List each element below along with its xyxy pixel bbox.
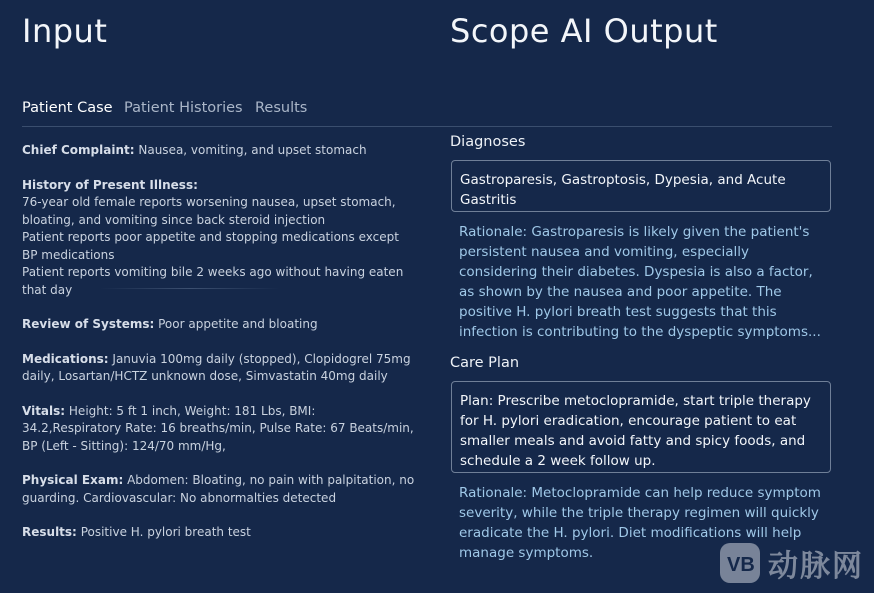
diagnoses-box: Gastroparesis, Gastroptosis, Dypesia, and Acute Gastritis bbox=[451, 160, 831, 212]
patient-case-panel bbox=[22, 142, 417, 559]
chief-complaint-label: Chief Complaint: bbox=[22, 143, 135, 157]
watermark-text: 动脉网 bbox=[768, 549, 864, 584]
vb-logo-icon bbox=[720, 543, 760, 583]
care-plan-label: Care Plan bbox=[450, 355, 520, 371]
diagnoses-label: Diagnoses bbox=[450, 134, 526, 150]
hpi-label: History of Present Illness: bbox=[22, 177, 198, 192]
case-tabs bbox=[22, 100, 832, 127]
results-value: Positive H. pylori breath test bbox=[80, 525, 251, 539]
chief-complaint-section bbox=[22, 142, 417, 160]
watermark bbox=[720, 541, 864, 585]
tab-patient-histories[interactable]: Patient Histories bbox=[124, 100, 243, 116]
physical-exam-section bbox=[22, 472, 417, 507]
vb-logo-text: VB bbox=[727, 554, 755, 575]
output-heading: Scope AI Output bbox=[450, 12, 718, 50]
diagnoses-rationale: Rationale: Gastroparesis is likely given the patient's persistent nausea and vomiting, especially considering their diabetes. Dyspesia is also a factor, as shown by the nausea and poor appetite. The positive H. pylori breath test suggests that this infection is contributing to the dyspeptic symptoms... bbox=[459, 224, 821, 340]
vitals-section bbox=[22, 403, 417, 456]
hpi-line: Patient reports poor appetite and stopping medications except BP medications bbox=[22, 230, 399, 262]
medications-value: Januvia 100mg daily (stopped), Clopidogrel 75mg daily, Losartan/HCTZ unknown dose, Simvastatin 40mg daily bbox=[22, 351, 411, 383]
care-plan-rationale: Rationale: Metoclopramide can help reduce symptom severity, while the triple therapy regimen will quickly eradicate the H. pylori. Diet modifications will help manage symptoms. bbox=[459, 485, 821, 561]
tab-patient-case[interactable]: Patient Case bbox=[22, 100, 113, 116]
ros-label: Review of Systems: bbox=[22, 317, 155, 331]
hpi-line: Patient reports vomiting bile 2 weeks ago without having eaten that day bbox=[22, 265, 404, 297]
medications-section bbox=[22, 351, 417, 386]
physical-exam-label: Physical Exam: bbox=[22, 473, 124, 487]
vitals-value: Height: 5 ft 1 inch, Weight: 181 Lbs, BMI: 34.2,Respiratory Rate: 16 breaths/min, Pulse Rate: 67 Beats/min, BP (Left - Sitting): 124/70 mm/Hg, bbox=[22, 403, 414, 453]
ros-value: Poor appetite and bloating bbox=[158, 317, 318, 331]
vitals-label: Vitals: bbox=[22, 403, 66, 418]
medications-label: Medications: bbox=[22, 351, 109, 366]
divider bbox=[100, 288, 280, 289]
results-section bbox=[22, 524, 417, 542]
care-plan-box: Plan: Prescribe metoclopramide, start triple therapy for H. pylori eradication, encourage patient to eat smaller meals and avoid fatty and spicy foods, and schedule a 2 week follow up. bbox=[451, 381, 831, 473]
results-label: Results: bbox=[22, 525, 77, 539]
input-heading: Input bbox=[22, 12, 108, 50]
hpi-section bbox=[22, 177, 417, 300]
review-of-systems-section bbox=[22, 316, 417, 334]
hpi-line: 76-year old female reports worsening nausea, upset stomach, bloating, and vomiting since back steroid injection bbox=[22, 195, 396, 227]
chief-complaint-value: Nausea, vomiting, and upset stomach bbox=[138, 143, 367, 157]
vb-logo-mark bbox=[725, 551, 755, 575]
physical-exam-value: Abdomen: Bloating, no pain with palpitation, no guarding. Cardiovascular: No abnormalties detected bbox=[22, 473, 415, 505]
tab-results[interactable]: Results bbox=[255, 100, 308, 116]
